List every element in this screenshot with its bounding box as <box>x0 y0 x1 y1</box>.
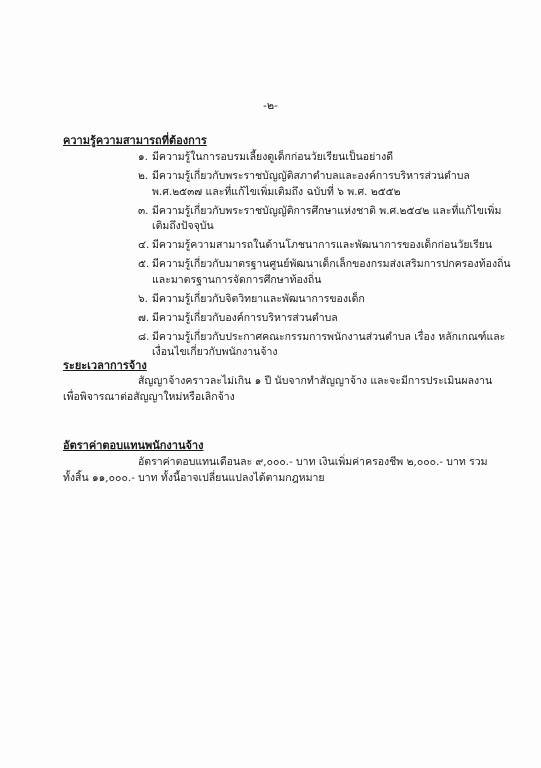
item-number: ๓. <box>138 204 149 217</box>
list-item <box>138 169 518 200</box>
knowledge-section-title: ความรู้ความสามารถที่ต้องการ <box>63 134 207 147</box>
list-item <box>138 150 518 166</box>
item-number: ๒. <box>138 170 149 182</box>
list-item <box>138 204 518 235</box>
list-item <box>138 311 518 327</box>
list-item <box>138 238 518 254</box>
item-number: ๕. <box>138 258 150 270</box>
duration-paragraph: สัญญาจ้างคราวละไม่เกิน ๑ ปี นับจากทำสัญญาจ้าง และจะมีการประเมินผลงานเพื่อพิจารณาต่อสัญญาใหม่หรือเลิกจ้าง <box>63 375 493 403</box>
item-text: มีความรู้เกี่ยวกับมาตรฐานศูนย์พัฒนาเด็กเล็กของกรมส่งเสริมการปกครองท้องถิ่น และมาตรฐานการจัดการศึกษาท้องถิ่น <box>152 258 511 286</box>
item-number: ๔. <box>138 239 150 251</box>
item-text: มีความรู้เกี่ยวกับประกาศคณะกรรมการพนักงานส่วนตำบล เรื่อง หลักเกณฑ์และเงื่อนไขเกี่ยวกับพนักงานจ้าง <box>152 330 506 358</box>
compensation-section-title: อัตราค่าตอบแทนพนักงานจ้าง <box>63 439 204 452</box>
page-number: -๒- <box>263 99 278 112</box>
item-number: ๖. <box>138 292 149 305</box>
list-item <box>138 257 518 288</box>
item-text: มีความรู้เกี่ยวกับองค์การบริหารส่วนตำบล <box>152 311 338 324</box>
item-number: ๑. <box>138 151 149 163</box>
item-text: มีความรู้เกี่ยวกับพระราชบัญญัติการศึกษาแห่งชาติ พ.ศ.๒๕๔๒ และที่แก้ไขเพิ่มเติมถึงปัจจุบัน <box>152 204 502 232</box>
item-text: มีความรู้ความสามารถในด้านโภชนาการและพัฒนาการของเด็กก่อนวัยเรียน <box>152 239 493 251</box>
compensation-paragraph: อัตราค่าตอบแทนเดือนละ ๙,๐๐๐.- บาท เงินเพิ่มค่าครองชีพ ๒,๐๐๐.- บาท รวมทั้งสิ้น ๑๑,๐๐๐.- บาท ทั้งนี้อาจเปลี่ยนแปลงได้ตามกฎหมาย <box>63 456 488 484</box>
item-text: มีความรู้เกี่ยวกับจิตวิทยาและพัฒนาการของเด็ก <box>152 292 365 305</box>
item-text: มีความรู้ในการอบรมเลี้ยงดูเด็กก่อนวัยเรียนเป็นอย่างดี <box>152 151 394 163</box>
knowledge-list <box>138 150 518 364</box>
list-item <box>138 330 518 361</box>
item-number: ๘. <box>138 330 150 343</box>
item-text: มีความรู้เกี่ยวกับพระราชบัญญัติสภาตำบลและองค์การบริหารส่วนตำบล พ.ศ.๒๕๓๗ และที่แก้ไขเพิ่มเติมถึง ฉบับที่ ๖ พ.ศ. ๒๕๕๒ <box>152 170 470 198</box>
list-item <box>138 292 518 308</box>
item-number: ๗. <box>138 311 150 324</box>
duration-section-title: ระยะเวลาการจ้าง <box>63 359 147 372</box>
